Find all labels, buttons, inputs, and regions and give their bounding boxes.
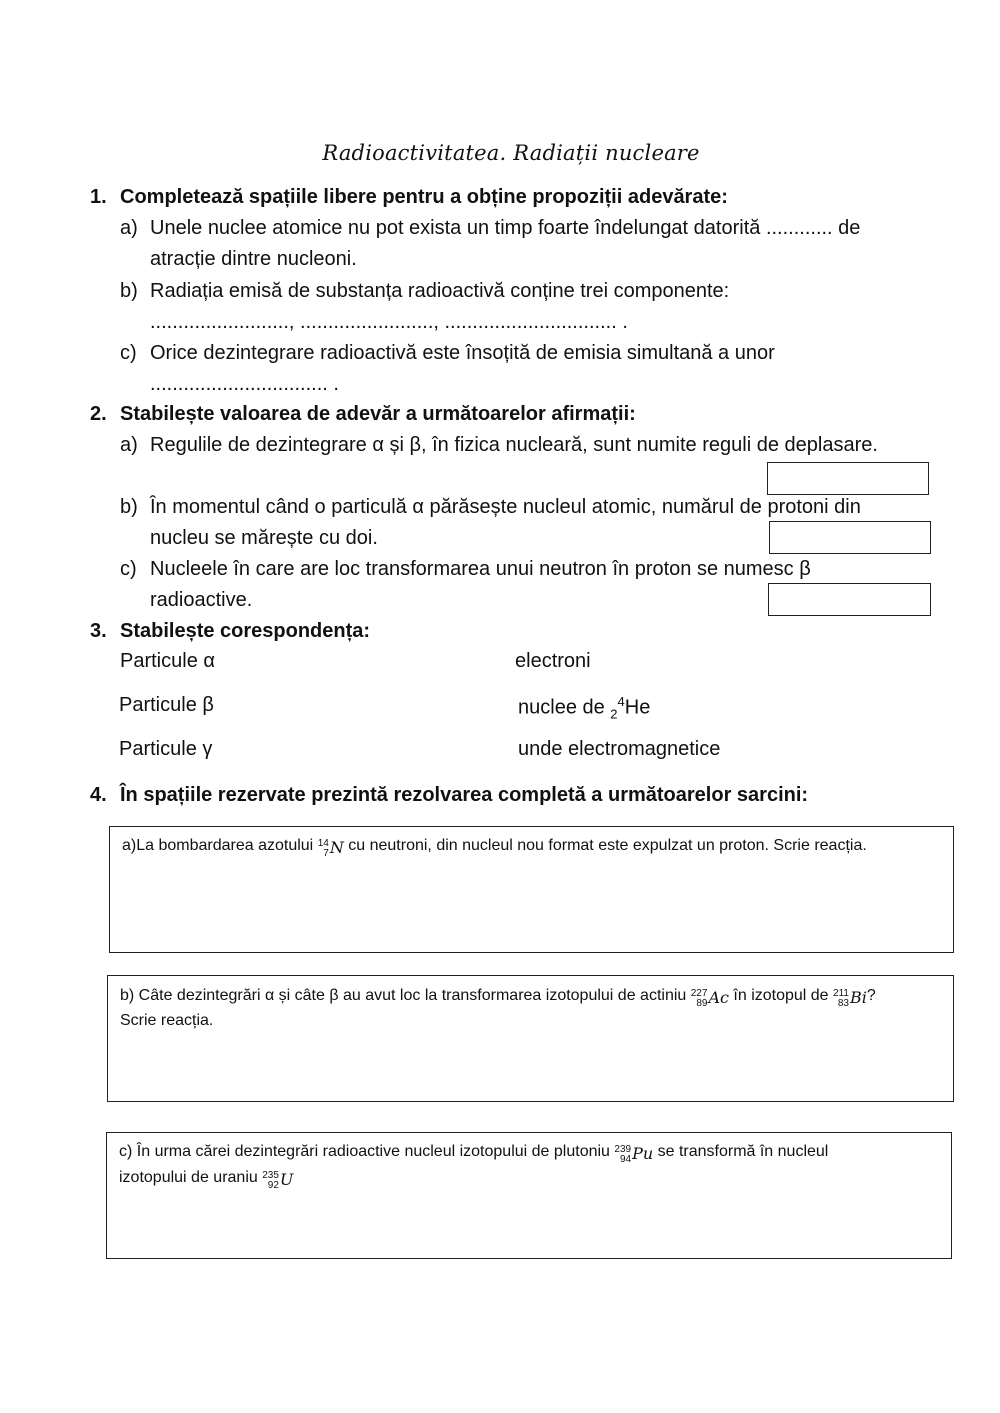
task-c-text-part2: se transformă în nucleul xyxy=(653,1143,829,1160)
page-title: Radioactivitatea. Radiații nucleare xyxy=(322,141,700,165)
q1c-item xyxy=(120,342,775,365)
q2b-answer-box[interactable] xyxy=(769,521,931,554)
task-b-text xyxy=(120,983,876,1009)
q3-right-em-waves[interactable]: unde electromagnetice xyxy=(518,738,721,760)
actinium-mass: 227 xyxy=(690,987,708,999)
q3-right-helium[interactable] xyxy=(518,694,650,722)
uranium-z: 92 xyxy=(267,1179,279,1191)
q4-heading xyxy=(90,784,808,807)
q1-heading xyxy=(90,186,728,209)
q1b-blanks: ........................., ........................, ............................... . xyxy=(150,311,628,333)
q3-left-alpha[interactable]: Particule α xyxy=(120,650,215,672)
task-b-text-part2: în izotopul de xyxy=(728,987,834,1004)
nitrogen-symbol: N xyxy=(329,838,344,857)
q2c-item xyxy=(120,558,811,581)
task-c-text-line2 xyxy=(119,1165,293,1191)
q2c-text: Nucleele în care are loc transformarea unui neutron în proton se numesc β xyxy=(150,558,811,580)
q1a-text-cont: atracție dintre nucleoni. xyxy=(150,248,357,270)
q2a-label: a) xyxy=(120,434,138,456)
actinium-symbol: Ac xyxy=(708,988,729,1007)
q1c-label: c) xyxy=(120,342,137,364)
q1a-label: a) xyxy=(120,217,138,239)
q1b-item xyxy=(120,280,729,303)
q2b-text-cont: nucleu se mărește cu doi. xyxy=(150,527,378,549)
q2-heading xyxy=(90,403,636,426)
task-b-box[interactable] xyxy=(107,975,954,1102)
q1b-label: b) xyxy=(120,280,138,302)
q3-right-helium-text: nuclee de xyxy=(518,696,611,719)
uranium-235-nuclide xyxy=(262,1171,293,1191)
task-c-text-part1: c) În urma cărei dezintegrări radioactive nucleul izotopului de plutoniu xyxy=(119,1143,615,1160)
q1b-text: Radiația emisă de substanța radioactivă conține trei componente: xyxy=(150,280,730,302)
q3-right-electrons[interactable]: electroni xyxy=(515,650,591,672)
q2c-answer-box[interactable] xyxy=(768,583,931,616)
q1a-text: Unele nuclee atomice nu pot exista un timp foarte îndelungat datorită ............ de xyxy=(150,217,861,239)
task-c-text-part3: izotopului de uraniu xyxy=(119,1169,263,1186)
q1c-text: Orice dezintegrare radioactivă este însoțită de emisia simultană a unor xyxy=(150,342,775,364)
q4-number: 4. xyxy=(90,784,107,806)
plutonium-239-nuclide xyxy=(614,1145,653,1165)
bismuth-symbol: Bi xyxy=(849,988,867,1007)
q2a-answer-box[interactable] xyxy=(767,462,929,495)
task-c-text xyxy=(119,1139,828,1165)
uranium-symbol: U xyxy=(279,1170,294,1189)
q1a-item xyxy=(120,217,860,240)
q1c-blank: ................................ . xyxy=(150,373,339,395)
q2b-text: În momentul când o particulă α părăsește nucleul atomic, numărul de protoni din xyxy=(150,496,861,518)
task-a-box[interactable] xyxy=(109,826,954,953)
task-b-text-line2: Scrie reacția. xyxy=(120,1012,214,1029)
task-b-text-part1: b) Câte dezintegrări α și câte β au avut loc la transformarea izotopului de actiniu xyxy=(120,987,691,1004)
actinium-227-nuclide xyxy=(691,989,729,1009)
q4-heading-text: În spațiile rezervate prezintă rezolvarea completă a următoarelor sarcini: xyxy=(120,784,809,806)
plutonium-mass: 239 xyxy=(614,1143,632,1155)
q3-number: 3. xyxy=(90,620,107,642)
q2c-label: c) xyxy=(120,558,137,580)
actinium-z: 89 xyxy=(696,997,708,1009)
uranium-mass: 235 xyxy=(262,1169,279,1181)
bismuth-211-nuclide xyxy=(833,989,867,1009)
nitrogen-mass: 14 xyxy=(317,837,329,849)
q1-heading-text: Completează spațiile libere pentru a obține propoziții adevărate: xyxy=(120,186,728,208)
task-b-question-mark: ? xyxy=(866,987,876,1004)
q1-number: 1. xyxy=(90,186,107,208)
nitrogen-z: 7 xyxy=(323,847,329,859)
task-c-box[interactable] xyxy=(106,1132,952,1259)
bismuth-z: 83 xyxy=(837,997,849,1009)
q3-left-beta[interactable]: Particule β xyxy=(119,694,214,716)
q3-left-gamma[interactable]: Particule γ xyxy=(119,738,213,760)
q2-heading-text: Stabilește valoarea de adevăr a următoarelor afirmații: xyxy=(120,403,636,425)
q2c-text-cont: radioactive. xyxy=(150,589,253,611)
task-a-text-part2: cu neutroni, din nucleul nou format este expulzat un proton. Scrie reacția. xyxy=(343,837,867,854)
nitrogen-14-nuclide xyxy=(318,839,344,859)
helium-z: 2 xyxy=(610,706,618,722)
plutonium-symbol: Pu xyxy=(632,1144,654,1163)
task-a-text-part1: a)La bombardarea azotului xyxy=(122,837,318,854)
q2-number: 2. xyxy=(90,403,107,425)
helium-symbol: He xyxy=(624,696,651,719)
q2b-item xyxy=(120,496,861,519)
q2a-text: Regulile de dezintegrare α și β, în fizica nucleară, sunt numite reguli de deplasare. xyxy=(150,434,878,456)
q2b-label: b) xyxy=(120,496,138,518)
q2a-item xyxy=(120,434,878,457)
plutonium-z: 94 xyxy=(619,1153,632,1165)
q3-heading xyxy=(90,620,370,643)
bismuth-mass: 211 xyxy=(833,987,849,999)
task-a-text xyxy=(122,833,867,859)
q3-heading-text: Stabilește corespondența: xyxy=(120,620,371,642)
helium-mass: 4 xyxy=(617,694,625,709)
